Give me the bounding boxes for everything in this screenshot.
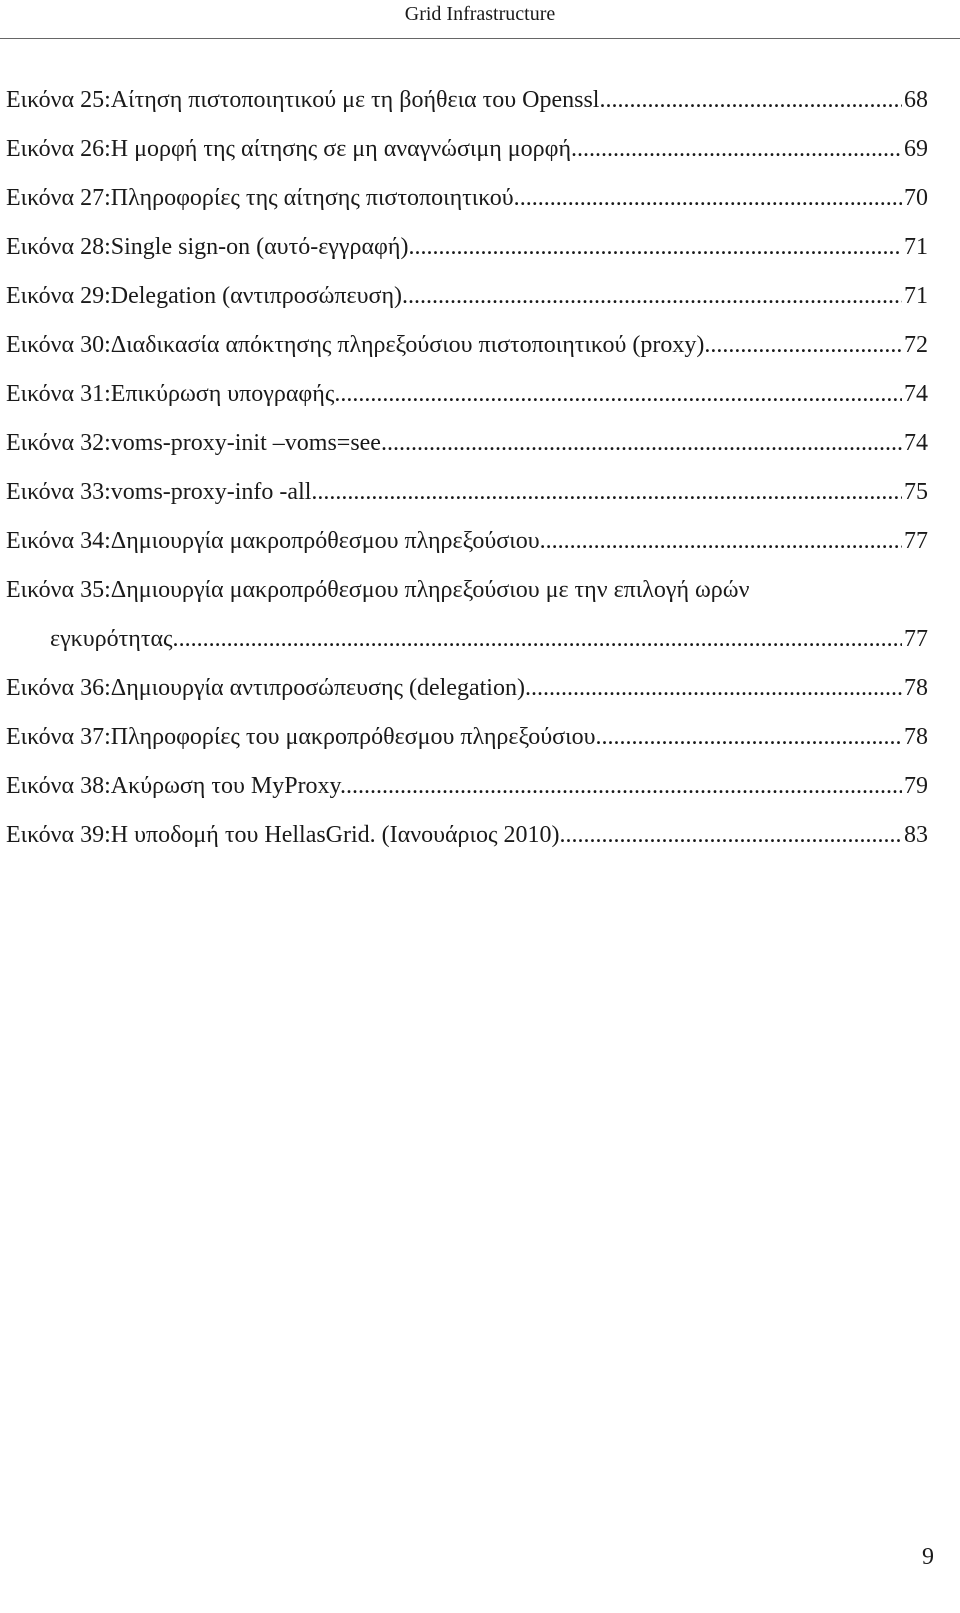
toc-entry-text-continued: εγκυρότητας. bbox=[50, 626, 179, 652]
toc-entry[interactable] bbox=[6, 664, 928, 713]
toc-entry-label: Εικόνα 35: bbox=[6, 577, 111, 603]
toc-entry-page: 75 bbox=[904, 479, 928, 505]
toc-entry-page: 83 bbox=[904, 822, 928, 848]
dot-leader bbox=[599, 76, 902, 125]
toc-entry-text: Η μορφή της αίτησης σε μη αναγνώσιμη μορφή. bbox=[110, 136, 578, 162]
toc-entry[interactable] bbox=[6, 370, 928, 419]
toc-entry-label: Εικόνα 26: bbox=[6, 136, 111, 162]
dot-leader bbox=[346, 762, 902, 811]
toc-entry-page: 68 bbox=[904, 87, 928, 113]
toc-entry-text: Διαδικασία απόκτησης πληρεξούσιου πιστοποιητικού (proxy). bbox=[110, 332, 711, 358]
toc-entry-label: Εικόνα 34: bbox=[6, 528, 111, 554]
toc-entry-text: Δημιουργία μακροπρόθεσμου πληρεξούσιου. bbox=[110, 528, 546, 554]
dot-leader bbox=[381, 419, 902, 468]
running-header bbox=[0, 0, 960, 39]
toc-entry-label: Εικόνα 25: bbox=[6, 87, 111, 113]
toc-entry[interactable] bbox=[6, 174, 928, 223]
toc-entry-page: 74 bbox=[904, 430, 928, 456]
dot-leader bbox=[340, 370, 902, 419]
dot-leader bbox=[402, 272, 902, 321]
dot-leader bbox=[531, 664, 902, 713]
toc-entry-label: Εικόνα 33: bbox=[6, 479, 111, 505]
toc-entry-page: 78 bbox=[904, 724, 928, 750]
dot-leader bbox=[546, 517, 902, 566]
toc-entry-page: 74 bbox=[904, 381, 928, 407]
dot-leader bbox=[577, 125, 902, 174]
toc-entry-page: 70 bbox=[904, 185, 928, 211]
toc-entry-page: 79 bbox=[904, 773, 928, 799]
toc-entry-page: 71 bbox=[904, 283, 928, 309]
toc-entry-text: Δημιουργία μακροπρόθεσμου πληρεξούσιου με την επιλογή ωρών bbox=[110, 577, 750, 603]
toc-entry-text: voms-proxy-info -all bbox=[110, 479, 312, 505]
toc-entry-text: Delegation (αντιπροσώπευση) bbox=[110, 283, 402, 309]
header-title: Grid Infrastructure bbox=[404, 3, 556, 25]
toc-entry-page: 77 bbox=[904, 626, 928, 652]
toc-entry-label: Εικόνα 31: bbox=[6, 381, 111, 407]
page-number: 9 bbox=[922, 1544, 934, 1570]
toc-entry-label: Εικόνα 39: bbox=[6, 822, 111, 848]
toc-entry-text: Single sign-on (αυτό-εγγραφή) bbox=[110, 234, 409, 260]
toc-entry-label: Εικόνα 36: bbox=[6, 675, 111, 701]
toc-entry-page: 77 bbox=[904, 528, 928, 554]
toc-entry[interactable] bbox=[6, 321, 928, 370]
toc-entry[interactable] bbox=[6, 517, 928, 566]
toc-entry-label: Εικόνα 38: bbox=[6, 773, 111, 799]
toc-entry[interactable] bbox=[6, 125, 928, 174]
toc-entry-text: Πληροφορίες της αίτησης πιστοποιητικού. bbox=[110, 185, 520, 211]
toc-entry-text: Αίτηση πιστοποιητικού με τη βοήθεια του Openssl bbox=[110, 87, 600, 113]
toc-entry-text: Επικύρωση υπογραφής. bbox=[110, 381, 341, 407]
toc-entry-multiline[interactable] bbox=[6, 566, 928, 615]
toc-entry-text: voms-proxy-init –voms=see bbox=[110, 430, 381, 456]
toc-entry[interactable] bbox=[6, 713, 928, 762]
table-of-figures bbox=[6, 76, 928, 860]
toc-entry[interactable] bbox=[6, 419, 928, 468]
dot-leader bbox=[565, 811, 902, 860]
toc-entry-page: 78 bbox=[904, 675, 928, 701]
toc-entry-label: Εικόνα 32: bbox=[6, 430, 111, 456]
toc-entry[interactable] bbox=[6, 223, 928, 272]
toc-entry-label: Εικόνα 29: bbox=[6, 283, 111, 309]
dot-leader bbox=[710, 321, 902, 370]
toc-entry-text: Πληροφορίες του μακροπρόθεσμου πληρεξούσιου. bbox=[110, 724, 602, 750]
header-divider bbox=[0, 38, 960, 39]
toc-entry[interactable] bbox=[6, 468, 928, 517]
dot-leader bbox=[601, 713, 902, 762]
toc-entry-text: Ακύρωση του MyProxy. bbox=[110, 773, 346, 799]
toc-entry[interactable] bbox=[6, 76, 928, 125]
toc-entry-label: Εικόνα 27: bbox=[6, 185, 111, 211]
toc-entry-continuation[interactable] bbox=[6, 615, 928, 664]
toc-entry[interactable] bbox=[6, 811, 928, 860]
toc-entry-page: 72 bbox=[904, 332, 928, 358]
toc-entry[interactable] bbox=[6, 272, 928, 321]
toc-entry-label: Εικόνα 28: bbox=[6, 234, 111, 260]
toc-entry-text: Η υποδομή του HellasGrid. (Ιανουάριος 2010). bbox=[110, 822, 566, 848]
toc-entry-page: 69 bbox=[904, 136, 928, 162]
toc-entry-label: Εικόνα 37: bbox=[6, 724, 111, 750]
dot-leader bbox=[311, 468, 902, 517]
dot-leader bbox=[520, 174, 902, 223]
toc-entry-page: 71 bbox=[904, 234, 928, 260]
toc-entry-text: Δημιουργία αντιπροσώπευσης (delegation). bbox=[110, 675, 531, 701]
dot-leader bbox=[179, 615, 902, 664]
toc-entry-label: Εικόνα 30: bbox=[6, 332, 111, 358]
toc-entry[interactable] bbox=[6, 762, 928, 811]
dot-leader bbox=[408, 223, 902, 272]
